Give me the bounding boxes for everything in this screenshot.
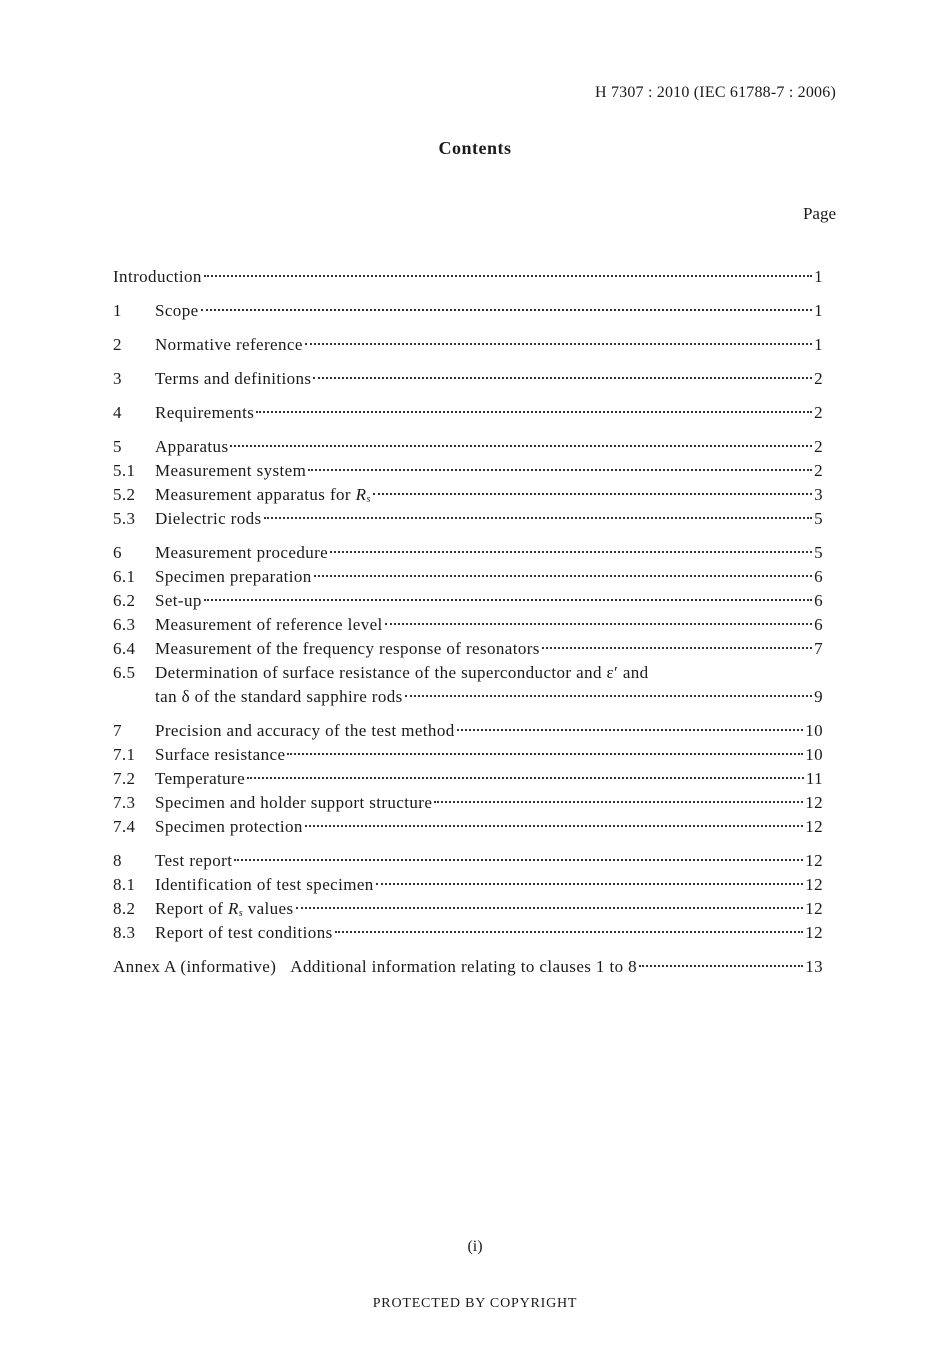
toc-page-number: 11 (805, 769, 823, 788)
toc-section-number: 7 (113, 721, 122, 740)
footer-page-number: (i) (467, 1238, 483, 1255)
toc-section-number: 5.3 (113, 509, 136, 528)
toc-page-number: 13 (805, 957, 823, 976)
dot-leader (385, 623, 812, 625)
dot-leader (376, 883, 803, 885)
dot-leader (313, 377, 812, 379)
toc-entry-6-3[interactable] (113, 613, 823, 637)
toc-title: Measurement apparatus for $R_s$ (155, 485, 371, 505)
toc-entry-7[interactable] (113, 719, 823, 743)
table-of-contents (113, 265, 823, 979)
toc-section-number: 2 (113, 335, 122, 354)
toc-title: Dielectric rods (155, 509, 262, 528)
dot-leader (305, 343, 812, 345)
dot-leader (204, 275, 812, 277)
copyright-notice: PROTECTED BY COPYRIGHT (372, 1296, 578, 1311)
dot-leader (247, 777, 804, 779)
toc-entry-6-5[interactable] (113, 661, 823, 685)
toc-title: Terms and definitions (155, 369, 312, 388)
toc-page-number: 2 (814, 437, 823, 456)
toc-page-number: 6 (814, 591, 823, 610)
dot-leader (287, 753, 803, 755)
toc-entry-7-2[interactable] (113, 767, 823, 791)
toc-page-number: 12 (805, 793, 823, 812)
toc-section-number: 5.2 (113, 485, 136, 504)
toc-entry-4[interactable] (113, 401, 823, 425)
toc-page-number: 5 (814, 509, 823, 528)
toc-section-number: 8 (113, 851, 122, 870)
toc-entry-8-2[interactable] (113, 897, 823, 921)
toc-title: Specimen preparation (155, 567, 312, 586)
toc-title: Precision and accuracy of the test method (155, 721, 455, 740)
toc-page-number: 10 (805, 745, 823, 764)
page-title: Contents (438, 138, 512, 158)
toc-title: Measurement of the frequency response of resonators (155, 639, 540, 658)
dot-leader (296, 907, 804, 909)
toc-section-number: 8.2 (113, 899, 136, 918)
toc-entry-7-4[interactable] (113, 815, 823, 839)
toc-entry-8-3[interactable] (113, 921, 823, 945)
toc-title: Scope (155, 301, 199, 320)
toc-page-number: 12 (805, 923, 823, 942)
toc-entry-7-3[interactable] (113, 791, 823, 815)
toc-title: Surface resistance (155, 745, 286, 764)
toc-title: Temperature (155, 769, 246, 788)
dot-leader (314, 575, 812, 577)
toc-page-number: 12 (805, 851, 823, 870)
toc-title: Identification of test specimen (155, 875, 374, 894)
toc-section-number: 8.3 (113, 923, 136, 942)
toc-title: Measurement of reference level (155, 615, 383, 634)
toc-section-number: 7.2 (113, 769, 136, 788)
toc-section-number: 5.1 (113, 461, 136, 480)
toc-entry-8[interactable] (113, 849, 823, 873)
dot-leader (434, 801, 803, 803)
dot-leader (335, 931, 804, 933)
toc-title: Introduction (113, 267, 202, 286)
toc-title: Normative reference (155, 335, 303, 354)
dot-leader (330, 551, 812, 553)
document-standard-number: H 7307 : 2010 (IEC 61788-7 : 2006) (594, 84, 836, 101)
rs-symbol: $R_s$ (355, 485, 371, 505)
toc-section-number: 3 (113, 369, 122, 388)
dot-leader (305, 825, 803, 827)
toc-title: Report of test conditions (155, 923, 333, 942)
dot-leader (230, 445, 812, 447)
toc-entry-6-5-continued[interactable] (113, 685, 823, 709)
toc-page-number: 1 (814, 267, 823, 286)
toc-section-number: 6.2 (113, 591, 136, 610)
toc-title-line-2: tan δ of the standard sapphire rods (155, 687, 403, 706)
rs-symbol: $R_s$ (227, 899, 244, 919)
toc-entry-5-2[interactable] (113, 483, 823, 507)
toc-section-number: 6.4 (113, 639, 136, 658)
toc-title: Set-up (155, 591, 202, 610)
toc-entry-6[interactable] (113, 541, 823, 565)
toc-page-number: 6 (814, 615, 823, 634)
toc-section-number: 7.4 (113, 817, 136, 836)
dot-leader (373, 493, 812, 495)
dot-leader (264, 517, 813, 519)
toc-entry-5[interactable] (113, 435, 823, 459)
toc-page-number: 2 (814, 403, 823, 422)
toc-title: Specimen protection (155, 817, 303, 836)
toc-title: Annex A (informative) Additional information relating to clauses 1 to 8 (113, 957, 638, 976)
toc-title: Test report (155, 851, 233, 870)
toc-entry-7-1[interactable] (113, 743, 823, 767)
toc-title: Apparatus (155, 437, 229, 456)
toc-title: Requirements (155, 403, 255, 422)
toc-page-number: 9 (814, 687, 823, 706)
toc-section-number: 6.5 (113, 663, 136, 682)
annex-label: Annex A (informative) (113, 957, 277, 976)
toc-entry-8-1[interactable] (113, 873, 823, 897)
toc-section-number: 8.1 (113, 875, 136, 894)
dot-leader (639, 965, 803, 967)
toc-entry-annex-a[interactable] (113, 955, 823, 979)
dot-leader (405, 695, 812, 697)
dot-leader (542, 647, 812, 649)
dot-leader (234, 859, 803, 861)
dot-leader (457, 729, 804, 731)
toc-entry-6-2[interactable] (113, 589, 823, 613)
toc-entry-1[interactable] (113, 299, 823, 323)
toc-section-number: 7.3 (113, 793, 136, 812)
toc-entry-2[interactable] (113, 333, 823, 357)
toc-page-number: 3 (814, 485, 823, 504)
toc-page-number: 6 (814, 567, 823, 586)
toc-title: Measurement procedure (155, 543, 329, 562)
toc-entry-5-1[interactable] (113, 459, 823, 483)
toc-entry-5-3[interactable] (113, 507, 823, 531)
dot-leader (308, 469, 812, 471)
toc-entry-6-4[interactable] (113, 637, 823, 661)
toc-page-number: 12 (805, 899, 823, 918)
toc-title: Report of $R_s$ values (155, 899, 294, 919)
toc-entry-3[interactable] (113, 367, 823, 391)
toc-title-line-1: Determination of surface resistance of the superconductor and ε′ and (155, 663, 649, 682)
toc-page-number: 5 (814, 543, 823, 562)
toc-section-number: 6.1 (113, 567, 136, 586)
dot-leader (201, 309, 813, 311)
toc-section-number: 1 (113, 301, 122, 320)
toc-title: Measurement system (155, 461, 307, 480)
toc-page-number: 1 (814, 335, 823, 354)
dot-leader (204, 599, 812, 601)
page-column-label: Page (802, 204, 836, 223)
toc-page-number: 10 (805, 721, 823, 740)
toc-page-number: 2 (814, 369, 823, 388)
dot-leader (256, 411, 812, 413)
toc-section-number: 5 (113, 437, 122, 456)
toc-page-number: 2 (814, 461, 823, 480)
toc-page-number: 12 (805, 817, 823, 836)
toc-section-number: 6.3 (113, 615, 136, 634)
toc-entry-6-1[interactable] (113, 565, 823, 589)
toc-title: Specimen and holder support structure (155, 793, 433, 812)
toc-section-number: 6 (113, 543, 122, 562)
toc-section-number: 7.1 (113, 745, 136, 764)
toc-page-number: 12 (805, 875, 823, 894)
toc-entry-introduction[interactable] (113, 265, 823, 289)
toc-section-number: 4 (113, 403, 122, 422)
toc-page-number: 7 (814, 639, 823, 658)
toc-page-number: 1 (814, 301, 823, 320)
